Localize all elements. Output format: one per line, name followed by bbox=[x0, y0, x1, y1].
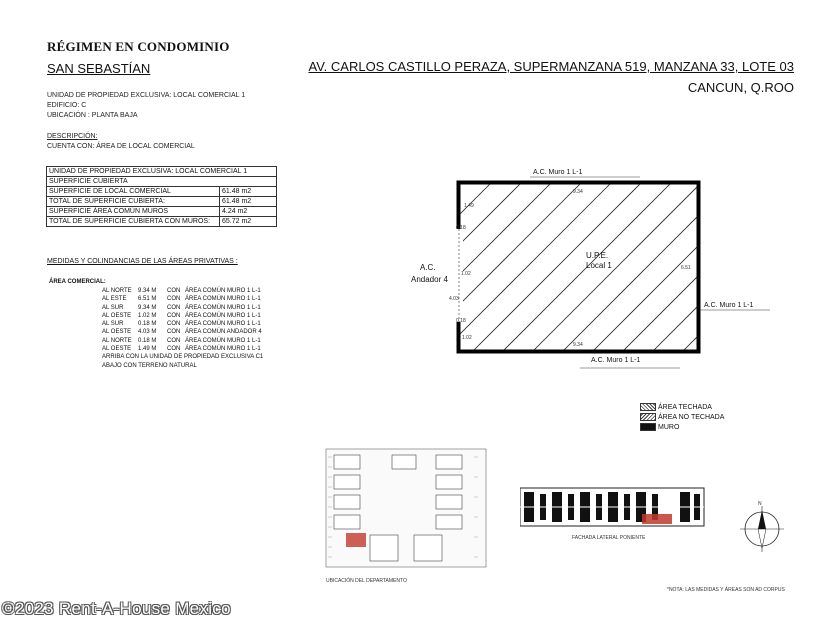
list-item: AL NORTE 0.18 M CON ÁREA COMÚN MURO 1 L-1 bbox=[102, 337, 261, 344]
legend-item: MURO bbox=[640, 423, 724, 433]
table-cell-value: 4.24 m2 bbox=[220, 207, 277, 217]
north-label: N bbox=[758, 501, 762, 507]
site-plan bbox=[322, 447, 492, 575]
list-item: ABAJO CON TERRENO NATURAL bbox=[102, 362, 197, 369]
info-unit: UNIDAD DE PROPIEDAD EXCLUSIVA: LOCAL COMERCIAL 1 bbox=[47, 92, 246, 99]
watermark: ©2023 Rent-A-House Mexico bbox=[2, 599, 231, 618]
table-cell-value: 61.48 m2 bbox=[220, 187, 277, 197]
highlighted-unit bbox=[346, 533, 366, 547]
info-building: EDIFICIO: C bbox=[47, 102, 87, 109]
table-cell-value: 65.72 m2 bbox=[220, 217, 277, 227]
dim-left-2: 0.18 bbox=[456, 225, 466, 231]
dim-left-5: 0.18 bbox=[456, 318, 466, 324]
crosshatch-swatch-icon bbox=[640, 413, 656, 421]
legend bbox=[640, 403, 724, 433]
info-location: UBICACIÓN : PLANTA BAJA bbox=[47, 112, 138, 119]
table-cell-label: TOTAL DE SUPERFICIE CUBIERTA: bbox=[47, 197, 220, 207]
list-item: AL SUR 9.34 M CON ÁREA COMÚN MURO 1 L-1 bbox=[102, 304, 261, 311]
document-subtitle: SAN SEBASTÍAN bbox=[47, 61, 151, 76]
medidas-title: MEDIDAS Y COLINDANCIAS DE LAS ÁREAS PRIVATIVAS : bbox=[47, 258, 238, 265]
plan-center-label-2: Local 1 bbox=[586, 261, 612, 270]
dim-top: 9.34 bbox=[573, 189, 583, 195]
wall-swatch-icon bbox=[640, 423, 656, 431]
area-comercial-label: ÁREA COMERCIAL: bbox=[49, 279, 106, 285]
table-cell-label: TOTAL DE SUPERFICIE CUBIERTA CON MUROS: bbox=[47, 217, 220, 227]
description-text: CUENTA CON: ÁREA DE LOCAL COMERCIAL bbox=[47, 143, 195, 150]
plan-left-label-1: A.C. bbox=[420, 263, 436, 272]
description-label: DESCRIPCIÓN: bbox=[47, 133, 98, 140]
list-item: ARRIBA CON LA UNIDAD DE PROPIEDAD EXCLUSIVA C1 bbox=[102, 354, 264, 361]
plan-right-label: A.C. Muro 1 L-1 bbox=[704, 302, 754, 309]
table-cell-label: SUPERFICIE DE LOCAL COMERCIAL bbox=[47, 187, 220, 197]
highlighted-facade-unit bbox=[642, 514, 672, 524]
dim-left-4: 1.02 bbox=[461, 271, 471, 277]
room-outline bbox=[459, 183, 699, 352]
plan-left-label-2: Andador 4 bbox=[411, 275, 448, 284]
list-item: AL OESTE 1.49 M CON ÁREA COMÚN MURO 1 L-1 bbox=[102, 346, 261, 353]
document-title: RÉGIMEN EN CONDOMINIO bbox=[47, 39, 230, 54]
dim-left-3: 4.03 bbox=[449, 296, 459, 302]
table-section: SUPERFICIE CUBIERTA bbox=[47, 177, 277, 187]
address-line-2: CANCUN, Q.ROO bbox=[687, 80, 794, 95]
list-item: AL NORTE 9.34 M CON ÁREA COMÚN MURO 1 L-1 bbox=[102, 288, 261, 294]
table-header: UNIDAD DE PROPIEDAD EXCLUSIVA: LOCAL COMERCIAL 1 bbox=[47, 167, 277, 177]
address-line-1: AV. CARLOS CASTILLO PERAZA, SUPERMANZANA 519, MANZANA 33, LOTE 03 bbox=[308, 59, 794, 74]
legend-item: ÁREA NO TECHADA bbox=[640, 413, 724, 423]
note: *NOTA: LAS MEDIDAS Y ÁREAS SON AD CORPUS bbox=[667, 587, 785, 593]
table-cell-label: SUPERFICIE ÁREA COMÚN MUROS bbox=[47, 207, 220, 217]
list-item: AL OESTE 4.03 M CON ÁREA COMÚN ANDADOR 4 bbox=[102, 329, 262, 336]
hatch-swatch-icon bbox=[640, 403, 656, 411]
facade-drawing bbox=[520, 480, 705, 530]
site-plan-caption: UBICACIÓN DEL DEPARTAMENTO bbox=[326, 578, 407, 584]
list-item: AL SUR 0.18 M CON ÁREA COMÚN MURO 1 L-1 bbox=[102, 321, 261, 328]
dim-right: 6.51 bbox=[681, 265, 691, 271]
facade-caption: FACHADA LATERAL PONIENTE bbox=[572, 535, 646, 541]
list-item: AL OESTE 1.02 M CON ÁREA COMÚN MURO 1 L-1 bbox=[102, 312, 261, 319]
plan-top-label: A.C. Muro 1 L-1 bbox=[533, 169, 583, 176]
table-cell-value: 61.48 m2 bbox=[220, 197, 277, 207]
dim-left-6: 1.02 bbox=[462, 335, 472, 341]
dim-left-1: 1.49 bbox=[464, 203, 474, 209]
legend-item: ÁREA TECHADA bbox=[640, 403, 724, 413]
list-item: AL ESTE 6.51 M CON ÁREA COMÚN MURO 1 L-1 bbox=[102, 296, 261, 303]
north-arrow-icon bbox=[740, 506, 784, 552]
dim-bottom: 9.34 bbox=[573, 342, 583, 348]
plan-center-label-1: U.P.E. bbox=[586, 251, 609, 260]
plan-bottom-label: A.C. Muro 1 L-1 bbox=[591, 357, 641, 364]
